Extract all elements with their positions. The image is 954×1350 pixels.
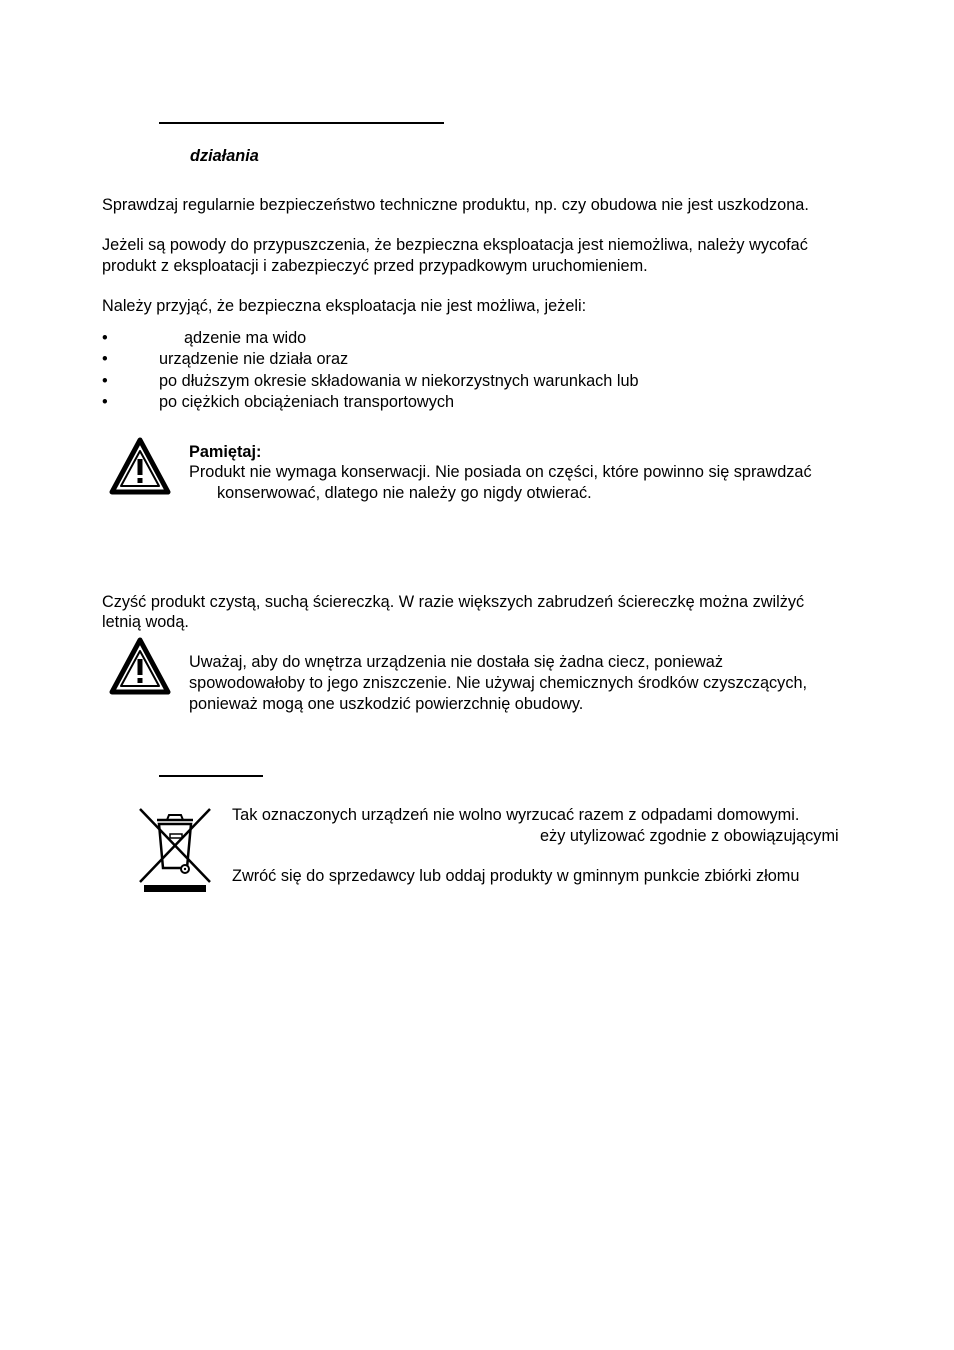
warning-triangle-icon	[109, 637, 171, 695]
paragraph-safety-check: Sprawdzaj regularnie bezpieczeństwo techniczne produktu, np. czy obudowa nie jest uszkodzona.	[102, 196, 809, 214]
warning-triangle-icon	[109, 437, 171, 495]
cleaning-warning-line1: Uważaj, aby do wnętrza urządzenia nie dostała się żadna ciecz, ponieważ	[189, 653, 723, 671]
list-item-text: po dłuższym okresie składowania w niekorzystnych warunkach lub	[159, 372, 639, 390]
list-item	[102, 328, 802, 349]
list-item	[102, 371, 802, 392]
list-item-text: po ciężkich obciążeniach transportowych	[159, 393, 455, 411]
heading-underline-1	[159, 122, 444, 124]
bullet-dot: •	[102, 329, 108, 347]
note-line1: Produkt nie wymaga konserwacji. Nie posiada on części, które powinno się sprawdzać	[189, 463, 812, 481]
crossed-out-wheelie-bin-icon	[137, 806, 213, 894]
paragraph-withdraw-line2: produkt z eksploatacji i zabezpieczyć przed przypadkowym uruchomieniem.	[102, 257, 648, 275]
bullet-dot: •	[102, 393, 108, 411]
disposal-line1: Tak oznaczonych urządzeń nie wolno wyrzucać razem z odpadami domowymi.	[232, 806, 800, 824]
list-item-text: urządzenie nie działa oraz	[159, 350, 349, 368]
list-item-text: ądzenie ma wido	[184, 329, 307, 347]
list-item	[102, 392, 802, 413]
cleaning-line1: Czyść produkt czystą, suchą ściereczką. W razie większych zabrudzeń ściereczkę można zwilżyć	[102, 593, 805, 611]
cleaning-line2: letnią wodą.	[102, 613, 189, 631]
paragraph-conditions-intro: Należy przyjąć, że bezpieczna eksploatacja nie jest możliwa, jeżeli:	[102, 297, 587, 315]
heading-underline-2	[159, 775, 263, 777]
section-subtitle: działania	[190, 147, 259, 165]
paragraph-withdraw-line1: Jeżeli są powody do przypuszczenia, że bezpieczna eksploatacja jest niemożliwa, należy wycofać	[102, 236, 808, 254]
disposal-line2: eży utylizować zgodnie z obowiązującymi	[540, 827, 839, 845]
bullet-dot: •	[102, 350, 108, 368]
bullet-dot: •	[102, 372, 108, 390]
note-line2: konserwować, dlatego nie należy go nigdy otwierać.	[217, 484, 592, 502]
cleaning-warning-line3: ponieważ mogą one uszkodzić powierzchnię obudowy.	[189, 695, 584, 713]
list-item	[102, 349, 802, 370]
cleaning-warning-line2: spowodowałoby to jego zniszczenie. Nie używaj chemicznych środków czyszczących,	[189, 674, 808, 692]
note-title: Pamiętaj:	[189, 443, 262, 461]
disposal-line3: Zwróć się do sprzedawcy lub oddaj produkty w gminnym punkcie zbiórki złomu	[232, 867, 800, 885]
